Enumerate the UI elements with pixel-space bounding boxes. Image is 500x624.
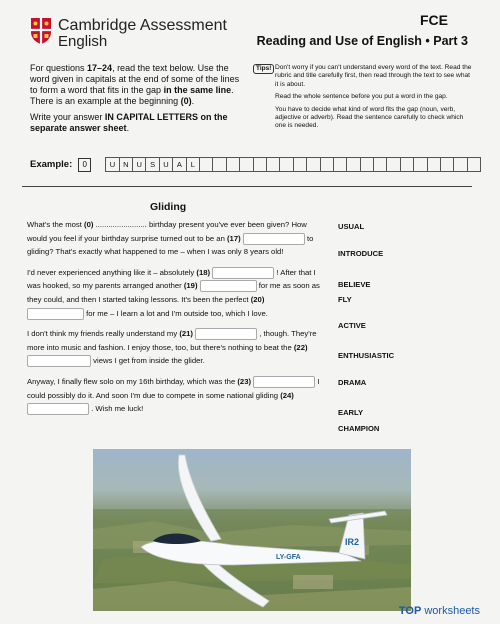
example-letter-box — [321, 157, 334, 172]
text-title: Gliding — [150, 201, 187, 213]
example-letter-box: U — [133, 157, 146, 172]
example-letter-box — [361, 157, 374, 172]
glider-illustration — [93, 449, 411, 611]
example-letter-box — [387, 157, 400, 172]
gap-20-input[interactable] — [27, 308, 84, 320]
example-letter-box — [468, 157, 481, 172]
example-letter-box — [240, 157, 253, 172]
example-label: Example: — [30, 159, 73, 170]
keyword: INTRODUCE — [338, 249, 384, 258]
brand-name: Cambridge Assessment — [58, 17, 227, 34]
cambridge-logo — [30, 17, 227, 49]
brand-sub: English — [58, 33, 108, 50]
example-letter-box: L — [187, 157, 200, 172]
keyword: USUAL — [338, 222, 365, 231]
example-letter-box — [280, 157, 293, 172]
instruction-paragraph: For questions 17–24, read the text below. Use the word given in capitals at the end of some of the lines to form a word that fits in the gap in the same line. There is an example at the beginning (0). — [30, 63, 240, 106]
gap-22-input[interactable] — [27, 355, 91, 367]
example-letter-box — [334, 157, 347, 172]
tip-item: You have to decide what kind of word fits the gap (noun, verb, adjective or adverb). Read the sentence carefully to check which one is needed. — [275, 105, 464, 130]
example-letter-box: A — [173, 157, 186, 172]
gap-21-input[interactable] — [195, 328, 257, 340]
example-letter-box — [254, 157, 267, 172]
paragraph: I don't think my friends really understand my (21) , though. They're more into music and fashion. I enjoy those, too, but there's nothing to beat the (22) views I get from inside the glider. — [27, 329, 317, 366]
example-letter-box: U — [160, 157, 173, 172]
example-letter-box: S — [146, 157, 159, 172]
example-letter-box — [428, 157, 441, 172]
example-letter-box — [401, 157, 414, 172]
example-letter-boxes — [105, 157, 481, 172]
example-row — [30, 157, 481, 172]
example-letter-box — [294, 157, 307, 172]
example-letter-box: U — [105, 157, 119, 172]
example-letter-box: N — [120, 157, 133, 172]
tip-item: Don't worry if you can't understand every word of the text. Read the rubric and title carefully first, then read through the text to see what it is about. — [275, 64, 472, 88]
glider-registration: LY-GFA — [276, 554, 301, 561]
gap-17-input[interactable] — [243, 233, 305, 245]
keyword: ACTIVE — [338, 321, 366, 330]
keyword: FLY — [338, 295, 352, 304]
keyword: CHAMPION — [338, 424, 380, 433]
tips-panel — [253, 64, 473, 135]
glider-photo — [93, 449, 411, 611]
instructions — [30, 63, 240, 139]
tips-badge: Tips! — [253, 64, 274, 74]
example-letter-box — [454, 157, 467, 172]
example-letter-box — [347, 157, 360, 172]
keyword: ENTHUSIASTIC — [338, 351, 395, 360]
paragraph: I'd never experienced anything like it – absolutely (18) ! After that I was hooked, so my parents arranged another (19) for me as soon as they could, and then I started taking lessons. It's been the perfect (20) for me – I learn a lot and I'm outside too, which I love. — [27, 267, 320, 318]
gap-18-input[interactable] — [212, 267, 274, 279]
crest-icon — [30, 17, 52, 45]
divider — [22, 186, 472, 187]
gap-19-input[interactable] — [200, 280, 257, 292]
example-letter-box — [227, 157, 240, 172]
example-letter-box — [307, 157, 320, 172]
paragraph: What's the most (0) ........................ birthday present you've ever been given? How would you feel if your birthday surprise turned out to be an (17) to gliding? That's exactly what happened to me – when I was only 8 years old! — [27, 220, 314, 257]
exam-label: FCE — [420, 12, 448, 28]
keyword: BELIEVE — [338, 280, 371, 289]
gap-23-input[interactable] — [253, 376, 315, 388]
paragraph: Anyway, I finally flew solo on my 16th birthday, which was the (23) I could possibly do it. And soon I'm due to compete in some national gliding (24) . Wish me luck! — [27, 376, 320, 414]
keyword: EARLY — [338, 408, 364, 417]
example-letter-box — [200, 157, 213, 172]
gap-24-input[interactable] — [27, 403, 89, 415]
example-letter-box — [213, 157, 226, 172]
example-letter-box — [441, 157, 454, 172]
gap-fill-text — [27, 218, 322, 423]
example-letter-box — [267, 157, 280, 172]
tip-item: Read the whole sentence before you put a word in the gap. — [275, 93, 448, 101]
answer-instruction: Write your answer IN CAPITAL LETTERS on the separate answer sheet. — [30, 112, 228, 133]
example-number: 0 — [78, 158, 91, 172]
example-letter-box — [374, 157, 387, 172]
footer-brand: TOP worksheets — [398, 605, 480, 617]
keyword: DRAMA — [338, 378, 367, 387]
example-letter-box — [414, 157, 427, 172]
glider-fin-marking: IR2 — [345, 537, 360, 547]
paper-title: Reading and Use of English • Part 3 — [256, 34, 468, 48]
